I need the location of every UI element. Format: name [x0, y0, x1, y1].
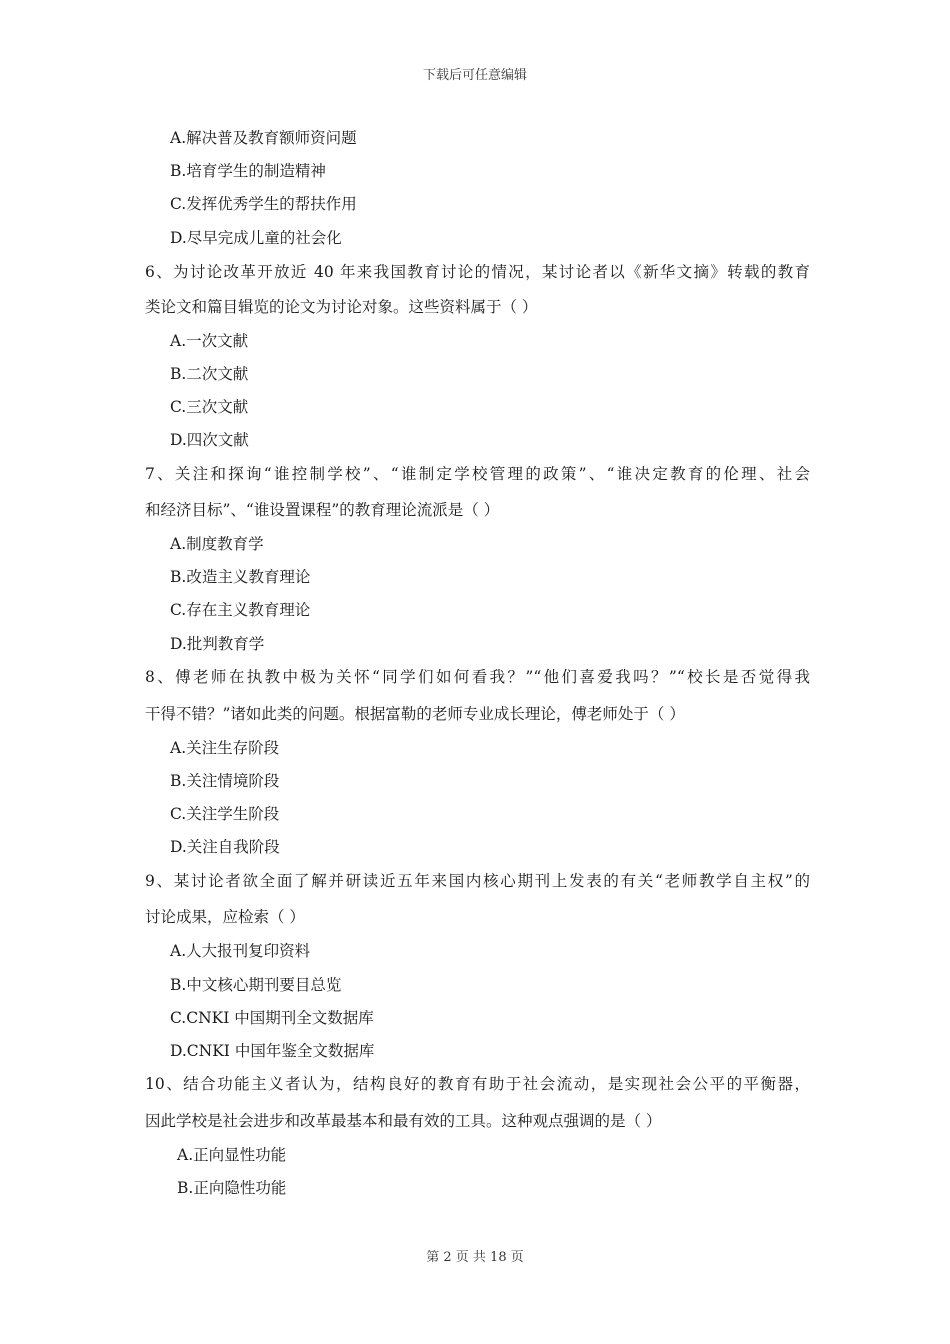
option-5b: B.培育学生的制造精神 — [170, 162, 326, 180]
question-6-line-2: 类论文和篇目辑览的论文为讨论对象。这些资料属于（ ） — [145, 298, 538, 316]
question-8 — [145, 667, 810, 687]
question-6-cont — [145, 297, 810, 317]
question-7-line-1: 7、关注和探询“谁控制学校”、“谁制定学校管理的政策”、“谁决定教育的伦理、社会 — [145, 465, 810, 483]
option-5c: C.发挥优秀学生的帮扶作用 — [170, 195, 357, 213]
option-8d: D.关注自我阶段 — [170, 838, 280, 856]
option-7b: B.改造主义教育理论 — [170, 568, 311, 586]
page-footer: 第 2 页 共 18 页 — [426, 1250, 524, 1265]
question-9-cont — [145, 907, 810, 927]
question-10-line-1: 10、结合功能主义者认为，结构良好的教育有助于社会流动，是实现社会公平的平衡器， — [145, 1075, 810, 1093]
question-8-line-1: 8、傅老师在执教中极为关怀“同学们如何看我？”“他们喜爱我吗？”“校长是否觉得我 — [145, 668, 810, 686]
option-7d: D.批判教育学 — [170, 635, 265, 653]
option-9c: C.CNKI 中国期刊全文数据库 — [170, 1009, 374, 1027]
option-8c: C.关注学生阶段 — [170, 805, 280, 823]
option-7a: A.制度教育学 — [170, 535, 264, 553]
question-10-cont — [145, 1111, 810, 1131]
question-8-line-2: 干得不错？”诸如此类的问题。根据富勒的老师专业成长理论，傅老师处于（ ） — [145, 705, 685, 723]
question-7-cont — [145, 500, 810, 520]
question-10-line-2: 因此学校是社会进步和改革最基本和最有效的工具。这种观点强调的是（ ） — [145, 1112, 662, 1130]
question-9-line-2: 讨论成果，应检索（ ） — [145, 908, 305, 926]
option-8b: B.关注情境阶段 — [170, 772, 280, 790]
question-7-line-2: 和经济目标”、“谁设置课程”的教育理论流派是（ ） — [145, 501, 500, 519]
option-5a: A.解决普及教育额师资问题 — [170, 129, 357, 147]
question-9 — [145, 871, 810, 891]
option-6b: B.二次文献 — [170, 365, 249, 383]
option-7c: C.存在主义教育理论 — [170, 601, 311, 619]
option-6a: A.一次文献 — [170, 332, 249, 350]
question-10 — [145, 1074, 810, 1094]
question-7 — [145, 464, 810, 484]
option-6c: C.三次文献 — [170, 398, 249, 416]
question-9-line-1: 9、某讨论者欲全面了解并研读近五年来国内核心期刊上发表的有关“老师教学自主权”的 — [145, 872, 810, 890]
option-9b: B.中文核心期刊要目总览 — [170, 976, 342, 994]
option-9a: A.人大报刊复印资料 — [170, 942, 311, 960]
option-10a: A.正向显性功能 — [177, 1146, 287, 1164]
option-8a: A.关注生存阶段 — [170, 739, 280, 757]
option-5d: D.尽早完成儿童的社会化 — [170, 229, 342, 247]
question-6 — [145, 262, 810, 282]
question-6-line-1: 6、为讨论改革开放近 40 年来我国教育讨论的情况，某讨论者以《新华文摘》转载的教育 — [145, 263, 810, 281]
option-6d: D.四次文献 — [170, 431, 249, 449]
page-header: 下载后可任意编辑 — [422, 68, 527, 83]
option-10b: B.正向隐性功能 — [177, 1179, 287, 1197]
question-8-cont — [145, 704, 810, 724]
option-9d: D.CNKI 中国年鉴全文数据库 — [170, 1042, 375, 1060]
